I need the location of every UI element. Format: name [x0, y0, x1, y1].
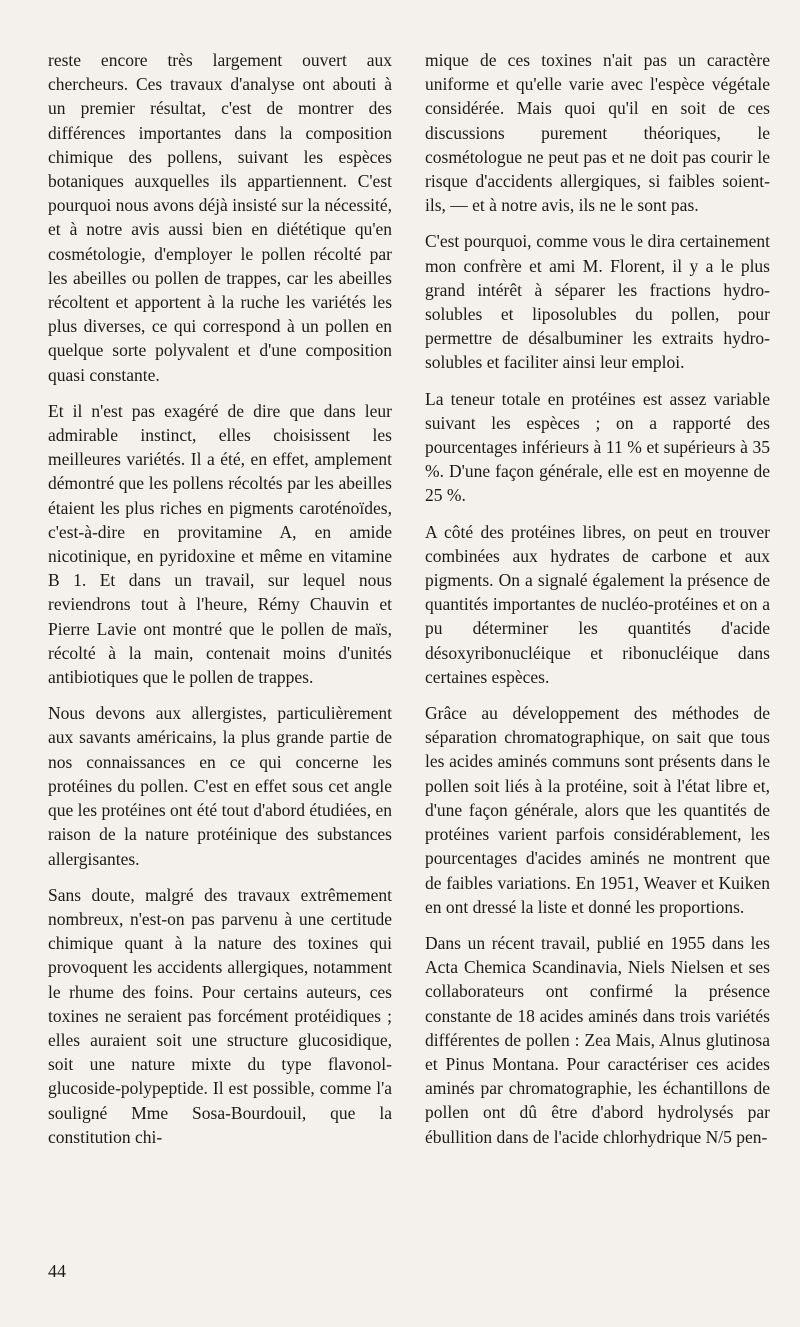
paragraph: A côté des protéines libres, on peut en trouver combinées aux hydrates de carbone et aux pigments. On a signalé également la présence de quantités importantes de nucléo-protéines et on a pu déterminer les quantités d'acide désoxyribonucléique et ribonucléique dans certaines espèces.: [425, 521, 770, 687]
page-number: 44: [48, 1261, 66, 1281]
paragraph: Et il n'est pas exagéré de dire que dans leur admirable instinct, elles choisissent les meilleures variétés. Il a été, en effet, amplement démontré que les pollens récoltés par les abeilles étaient les plus riches en pigments caroténoïdes, c'est-à-dire en provitamine A, en amide nicotinique, en pyridoxine et même en vitamine B 1. Et dans un travail, sur lequel nous reviendrons tout à l'heure, Rémy Chauvin et Pierre Lavie ont montré que le pollen de maïs, récolté à la main, contenait moins d'unités antibiotiques que le pollen de trappes.: [48, 400, 392, 688]
left-column: [48, 48, 392, 1161]
paragraph: Sans doute, malgré des travaux extrêmement nombreux, n'est-on pas parvenu à une certitude chimique quant à la nature des toxines qui provoquent les accidents allergiques, notamment le rhume des foins. Pour certains auteurs, ces toxines ne seraient pas forcément protéidiques ; elles auraient soit une structure glucosidique, soit une nature mixte du type flavonol-glucoside-polypeptide. Il est possible, comme l'a souligné Mme Sosa-Bourdouil, que la constitution chi-: [48, 884, 392, 1147]
paragraph: La teneur totale en protéines est assez variable suivant les espèces ; on a rapporté des pourcentages inférieurs à 11 % et supérieurs à 35 %. D'une façon générale, elle est en moyenne de 25 %.: [425, 388, 770, 506]
paragraph: Dans un récent travail, publié en 1955 dans les Acta Chemica Scandinavia, Niels Nielsen et ses collaborateurs ont confirmé la présence constante de 18 acides aminés dans trois variétés différentes de pollen : Zea Mais, Alnus glutinosa et Pinus Montana. Pour caractériser ces acides aminés par chromatographie, les échantillons de pollen ont dû être d'abord hydrolysés par ébullition dans de l'acide chlorhydrique N/5 pen-: [425, 932, 770, 1147]
right-column: [425, 48, 770, 1161]
paragraph: Nous devons aux allergistes, particulièrement aux savants américains, la plus grande partie de nos connaissances en ce qui concerne les protéines du pollen. C'est en effet sous cet angle que les protéines ont été tout d'abord étudiées, en raison de la nature protéinique des substances allergisantes.: [48, 703, 392, 869]
paragraph: C'est pourquoi, comme vous le dira certainement mon confrère et ami M. Florent, il y a le plus grand intérêt à séparer les fractions hydro-solubles et liposolubles du pollen, pour permettre de désalbuminer les extraits hydro-solubles et faciliter ainsi leur emploi.: [425, 231, 770, 373]
paragraph: Grâce au développement des méthodes de séparation chromatographique, on sait que tous les acides aminés communs sont présents dans le pollen soit liés à la protéine, soit à l'état libre et, d'une façon générale, alors que les quantités de protéines varient parfois considérablement, les pourcentages d'acides aminés ne montrent que de faibles variations. En 1951, Weaver et Kuiken en ont dressé la liste et donné les proportions.: [425, 703, 770, 917]
paragraph: reste encore très largement ouvert aux chercheurs. Ces travaux d'analyse ont abouti à un premier résultat, c'est de montrer des différences importantes dans la composition chimique des pollens, suivant les espèces botaniques auxquelles ils appartiennent. C'est pourquoi nous avons déjà insisté sur la nécessité, et à notre avis aussi bien en diététique qu'en cosmétologie, d'employer le pollen récolté par les abeilles ou pollen de trappes, car les abeilles récoltent et apportent à la ruche les variétés les plus diverses, ce qui correspond à un pollen en quelque sorte polyvalent et d'une composition quasi constante.: [48, 50, 392, 385]
paragraph: mique de ces toxines n'ait pas un caractère uniforme et qu'elle varie avec l'espèce végétale considérée. Mais quoi qu'il en soit de ces discussions purement théoriques, le cosmétologue ne peut pas et ne doit pas courir le risque d'accidents allergiques, si faibles soient-ils, — et à notre avis, ils ne le sont pas.: [425, 50, 770, 216]
